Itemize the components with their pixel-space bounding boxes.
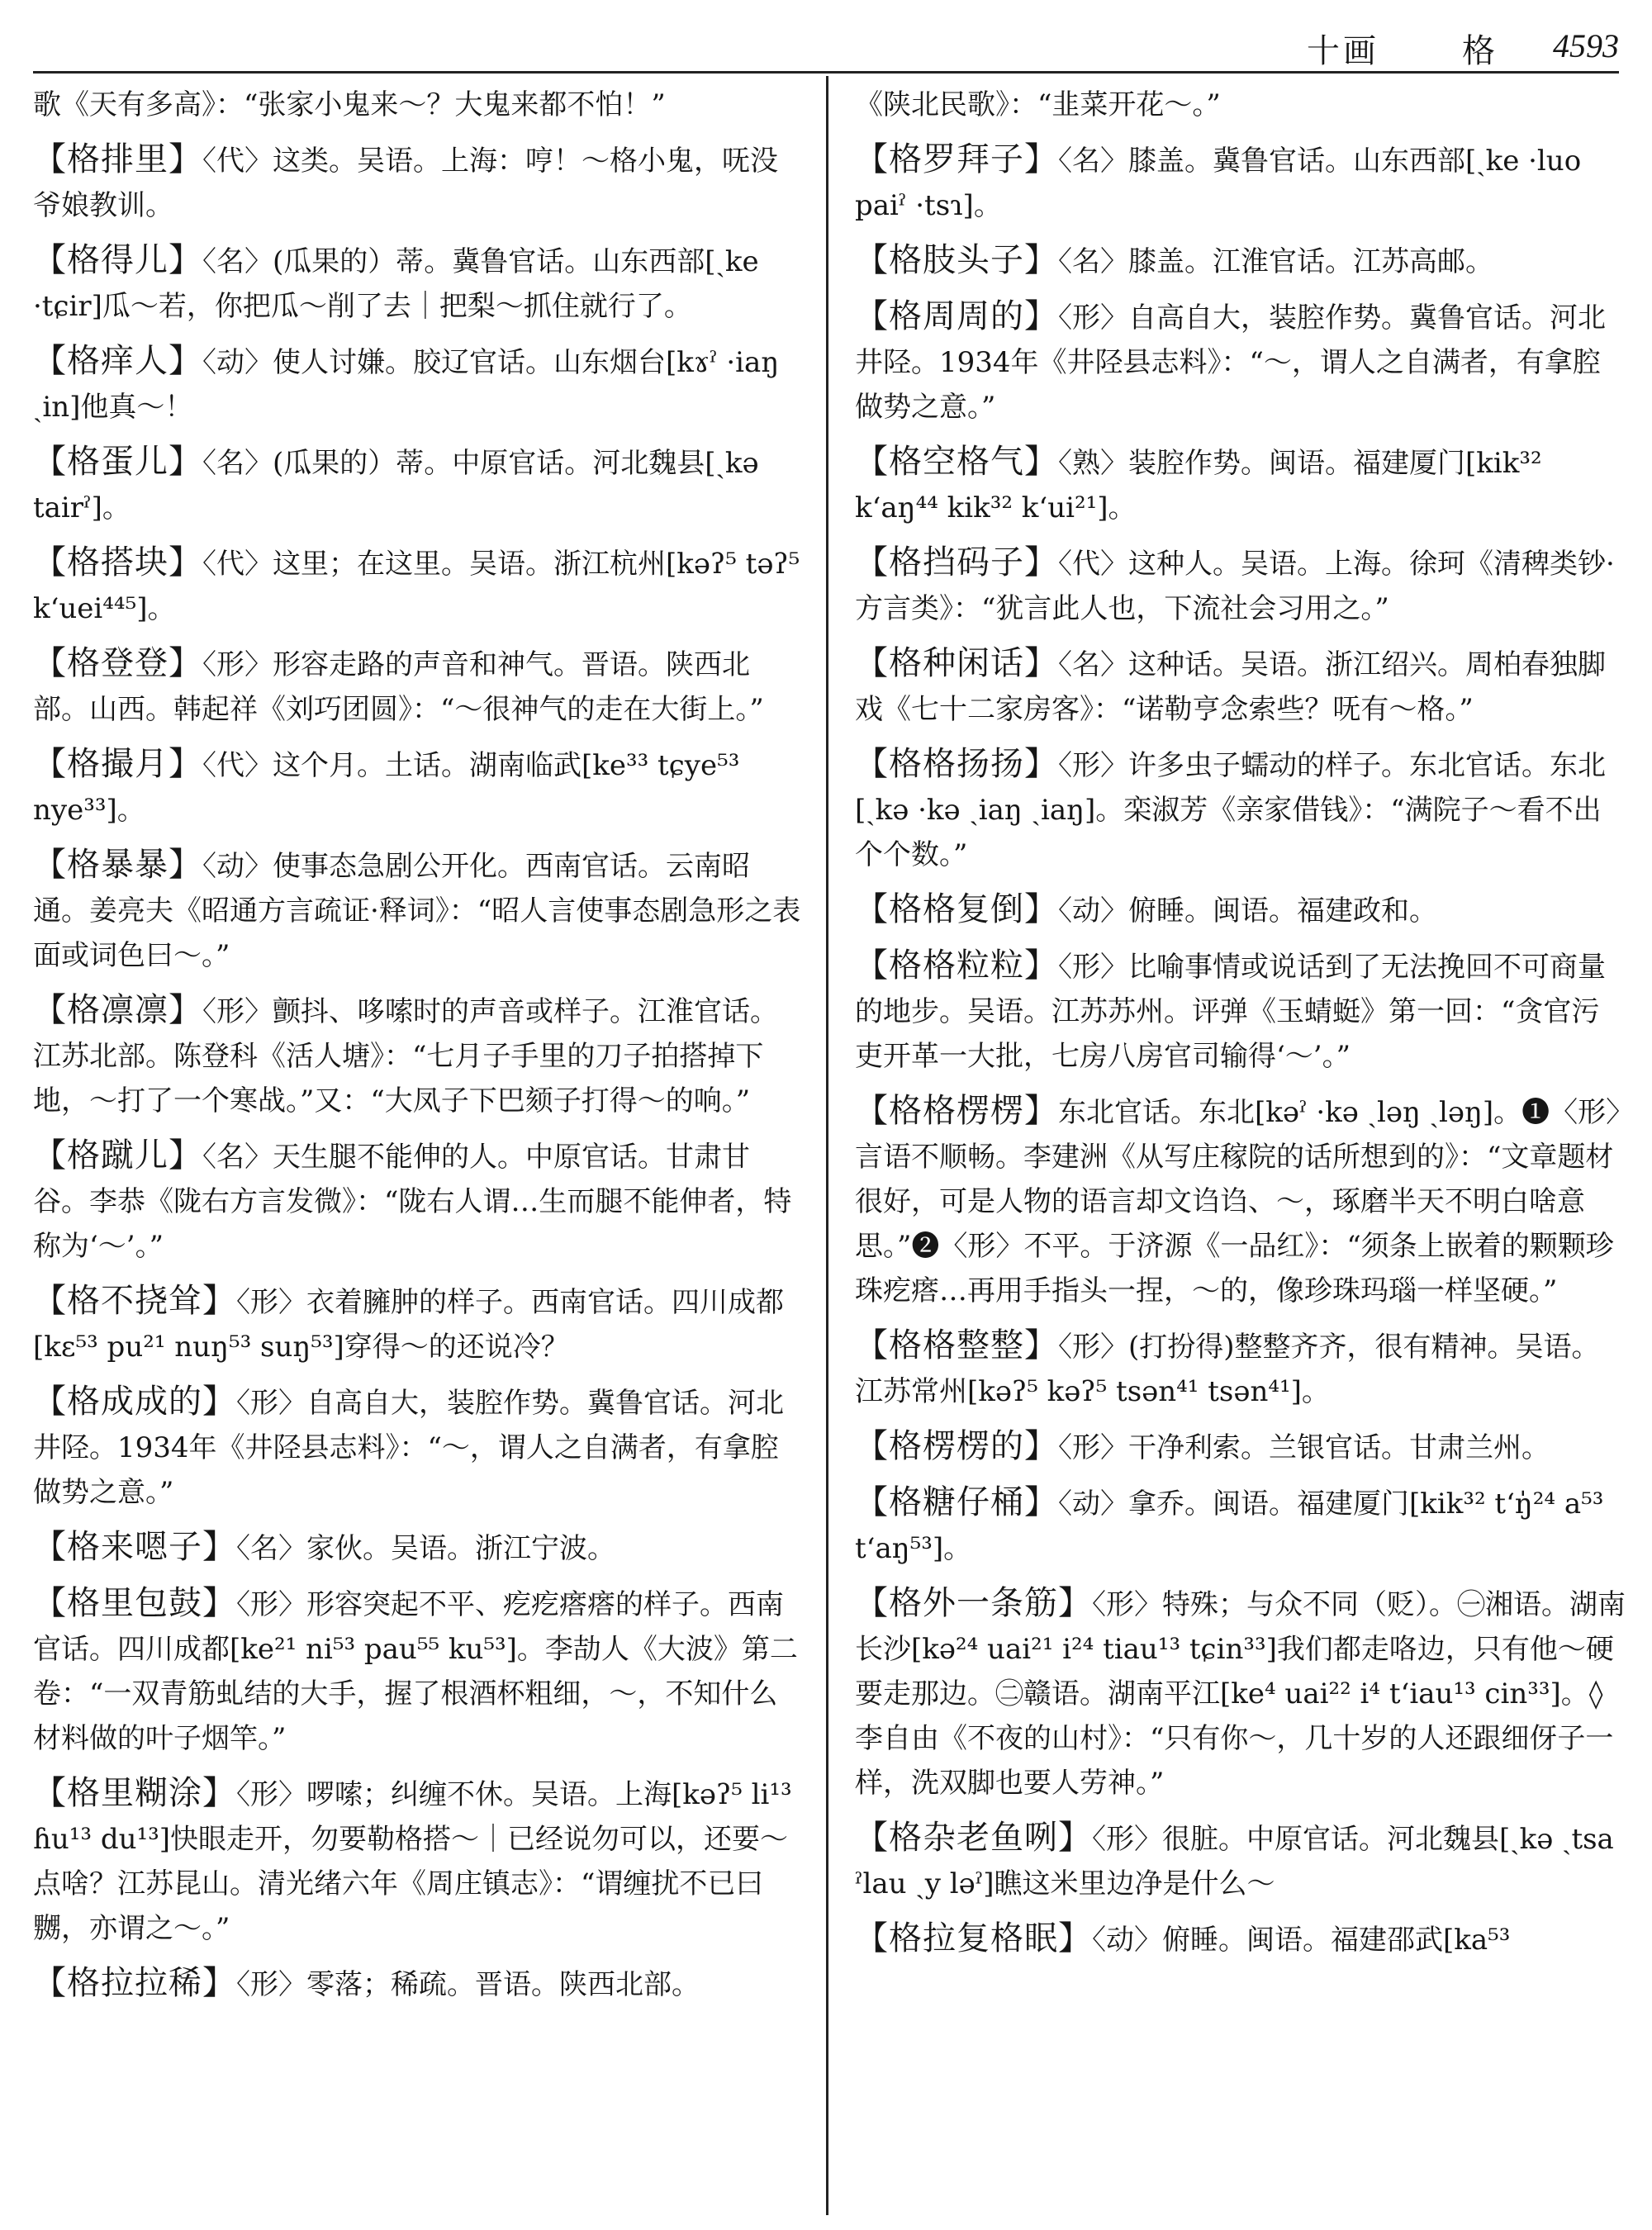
entry-headword: 【格凛凛】 — [33, 991, 202, 1029]
entry-headword: 【格杂老鱼咧】 — [855, 1819, 1092, 1857]
dictionary-entry — [33, 1279, 805, 1369]
entry-definition: 〈形〉啰嗦；纠缠不休。吴语。上海[kəʔ⁵ li¹³ ɦu¹³ du¹³]快眼走开，勿要勒格搭～｜已经说勿可以，还要～点啥？江苏昆山。清光绪六年《周庄镇志》：“谓缠扰不已曰嬲，亦谓之～。” — [33, 1778, 792, 1945]
entry-headword: 【格搭块】 — [33, 543, 202, 581]
entry-headword: 【格成成的】 — [33, 1383, 236, 1421]
entry-definition: 〈形〉形容走路的声音和神气。晋语。陕西北部。山西。韩起祥《刘巧团圆》：“～很神气的走在大街上。” — [33, 648, 764, 726]
dictionary-entry — [855, 1480, 1627, 1571]
entry-definition: 〈形〉颤抖、哆嗦时的声音或样子。江淮官话。江苏北部。陈登科《活人塘》：“七月子手里的刀子拍搭掉下地，～打了一个寒战。”又：“大凤子下巴颏子打得～的响。” — [33, 995, 778, 1117]
entry-definition: 〈形〉很脏。中原官话。河北魏县[ˏkə ˏtsa ˀlau ˏy ləˀ]瞧这米里边净是什么～ — [855, 1823, 1614, 1900]
entry-headword: 【格格复倒】 — [855, 890, 1058, 928]
dictionary-entry — [33, 1133, 805, 1269]
entry-definition: 〈形〉零落；稀疏。晋语。陕西北部。 — [236, 1968, 700, 2001]
entry-definition: 《陕北民歌》：“韭菜开花～。” — [855, 88, 1221, 121]
entry-definition: 歌《天有多高》：“张家小鬼来～？大鬼来都不怕！” — [33, 88, 666, 121]
dictionary-entry — [855, 641, 1627, 732]
dictionary-entry — [855, 1581, 1627, 1805]
dictionary-entry — [33, 238, 805, 329]
dictionary-entry — [855, 1089, 1627, 1313]
entry-headword: 【格种闲话】 — [855, 644, 1058, 682]
entry-definition: 〈熟〉装腔作势。闽语。福建厦门[kik³² k‘aŋ⁴⁴ kik³² k‘ui²¹]。 — [855, 447, 1542, 524]
dictionary-entry — [33, 439, 805, 530]
entry-definition: 〈动〉拿乔。闽语。福建厦门[kik³² t‘ŋ̍²⁴ a⁵³ t‘aŋ⁵³]。 — [855, 1487, 1604, 1565]
dictionary-entry — [855, 1815, 1627, 1906]
dictionary-entry — [855, 137, 1627, 228]
entry-headword: 【格挡码子】 — [855, 543, 1058, 581]
entry-definition: 〈代〉这类。吴语。上海：哼！～格小鬼，呒没爷娘教训。 — [33, 145, 778, 222]
entry-definition: 〈名〉(瓜果的）蒂。中原官话。河北魏县[ˏkə tairˀ]。 — [33, 447, 759, 524]
dictionary-entry — [33, 339, 805, 429]
entry-headword: 【格暴暴】 — [33, 846, 202, 884]
dictionary-entry — [33, 842, 805, 978]
entry-definition: 〈形〉干净利索。兰银官话。甘肃兰州。 — [1058, 1431, 1550, 1464]
entry-headword: 【格糖仔桶】 — [855, 1483, 1058, 1521]
header-character: 格 — [1462, 32, 1495, 70]
entry-headword: 【格罗拜子】 — [855, 140, 1058, 178]
header-section: 十画 — [1307, 32, 1379, 70]
entry-definition: 〈形〉衣着臃肿的样子。西南官话。四川成都[kɛ⁵³ pu²¹ nuŋ⁵³ suŋ⁵³]穿得～的还说冷？ — [33, 1286, 784, 1364]
entry-continuation — [33, 83, 805, 127]
entry-headword: 【格登登】 — [33, 644, 202, 682]
entry-headword: 【格格扬扬】 — [855, 745, 1058, 783]
dictionary-entry — [855, 439, 1627, 530]
dictionary-entry — [855, 238, 1627, 284]
entry-headword: 【格拉拉稀】 — [33, 1964, 236, 2002]
dictionary-entry — [33, 1379, 805, 1515]
dictionary-entry — [33, 742, 805, 833]
dictionary-entry — [33, 1581, 805, 1761]
entry-headword: 【格得儿】 — [33, 241, 202, 279]
left-column — [33, 83, 805, 2017]
entry-definition: 〈动〉俯睡。闽语。福建邵武[ka⁵³ — [1092, 1924, 1511, 1957]
entry-headword: 【格格粒粒】 — [855, 947, 1058, 985]
dictionary-entry — [33, 540, 805, 631]
entry-headword: 【格空格气】 — [855, 443, 1058, 481]
entry-definition: 〈形〉自高自大，装腔作势。冀鲁官话。河北井陉。1934年《井陉县志料》：“～，谓人之自满者，有拿腔做势之意。” — [33, 1387, 784, 1509]
dictionary-entry — [33, 137, 805, 228]
entry-definition: 〈名〉膝盖。冀鲁官话。山东西部[ˏke ·luo paiˀ ·tsɿ]。 — [855, 145, 1582, 222]
entry-definition: 东北官话。东北[kəˀ ·kə ˏləŋ ˏləŋ]。❶〈形〉言语不顺畅。李建洲《从写庄稼院的话所想到的》：“文章题材很好，可是人物的语言却文诌诌、～，琢磨半天不明白啥意思。”❷〈形〉不平。于济源《一品红》：“须条上嵌着的颗颗珍珠疙瘩…再用手指头一捏，～的，像珍珠玛瑙一样坚硬。” — [855, 1096, 1621, 1307]
dictionary-entry — [855, 1424, 1627, 1470]
entry-headword: 【格格整整】 — [855, 1326, 1058, 1364]
entry-definition: 〈形〉许多虫子蠕动的样子。东北官话。东北[ˏkə ·kə ˏiaŋ ˏiaŋ]。栾淑芳《亲家借钱》：“满院子～看不出个个数。” — [855, 749, 1606, 871]
entry-headword: 【格蛋儿】 — [33, 443, 202, 481]
entry-definition: 〈动〉俯睡。闽语。福建政和。 — [1058, 894, 1437, 928]
dictionary-entry — [33, 1961, 805, 2007]
dictionary-entry — [855, 943, 1627, 1079]
entry-continuation — [855, 83, 1627, 127]
entry-headword: 【格来嗯子】 — [33, 1528, 236, 1566]
entry-definition: 〈名〉天生腿不能伸的人。中原官话。甘肃甘谷。李恭《陇右方言发微》：“陇右人谓…生而腿不能伸者，特称为‘～’。” — [33, 1141, 792, 1263]
entry-headword: 【格肢头子】 — [855, 241, 1058, 279]
entry-definition: 〈形〉(打扮得)整整齐齐，很有精神。吴语。江苏常州[kəʔ⁵ kəʔ⁵ tsən⁴¹ tsən⁴¹]。 — [855, 1331, 1600, 1408]
entry-definition: 〈形〉特殊；与众不同（贬）。㊀湘语。湖南长沙[kə²⁴ uai²¹ i²⁴ tiau¹³ tɕin³³]我们都走咯边，只有他～硬要走那边。㊁赣语。湖南平江[ke⁴ uai²² i⁴ t‘iau¹³ cin³³]。◊李自由《不夜的山村》：“只有你～，几十岁的人还跟细伢子一样，洗双脚也要人劳神。” — [855, 1588, 1626, 1800]
dictionary-entry — [855, 540, 1627, 631]
entry-definition: 〈形〉比喻事情或说话到了无法挽回不可商量的地步。吴语。江苏苏州。评弹《玉蜻蜓》第一回：“贪官污吏开革一大批，七房八房官司输得‘～’。” — [855, 951, 1606, 1073]
page-number: 4593 — [1553, 27, 1619, 64]
entry-headword: 【格不挠耸】 — [33, 1282, 236, 1320]
header-rule — [33, 71, 1619, 74]
entry-headword: 【格周周的】 — [855, 297, 1058, 335]
dictionary-entry — [33, 1525, 805, 1571]
entry-definition: 〈名〉膝盖。江淮官话。江苏高邮。 — [1058, 245, 1493, 278]
entry-definition: 〈名〉这种话。吴语。浙江绍兴。周柏春独脚戏《七十二家房客》：“诺勒亨念索些？呒有～格。” — [855, 648, 1606, 726]
dictionary-entry — [855, 742, 1627, 877]
entry-headword: 【格蹴儿】 — [33, 1136, 202, 1174]
dictionary-entry — [855, 1916, 1627, 1962]
entry-headword: 【格撮月】 — [33, 745, 202, 783]
dictionary-entry — [855, 1323, 1627, 1414]
dictionary-entry — [33, 641, 805, 732]
entry-headword: 【格痒人】 — [33, 342, 202, 380]
entry-headword: 【格外一条筋】 — [855, 1584, 1092, 1622]
dictionary-entry — [855, 887, 1627, 933]
entry-headword: 【格拉复格眠】 — [855, 1919, 1092, 1957]
entry-headword: 【格里糊涂】 — [33, 1774, 236, 1812]
entry-headword: 【格排里】 — [33, 140, 202, 178]
entry-definition: 〈名〉家伙。吴语。浙江宁波。 — [236, 1532, 615, 1565]
entry-definition: 〈代〉这里；在这里。吴语。浙江杭州[kəʔ⁵ təʔ⁵ k‘uei⁴⁴⁵]。 — [33, 548, 800, 625]
entry-headword: 【格里包鼓】 — [33, 1584, 236, 1622]
right-column — [855, 83, 1627, 1972]
entry-definition: 〈形〉形容突起不平、疙疙瘩瘩的样子。西南官话。四川成都[ke²¹ ni⁵³ pau⁵⁵ ku⁵³]。李劼人《大波》第二卷：“一双青筋虬结的大手，握了根酒杯粗细，～，不知什么材料做的叶子烟竿。” — [33, 1588, 798, 1755]
page-header — [50, 25, 1619, 83]
dictionary-entry — [855, 294, 1627, 429]
dictionary-entry — [33, 988, 805, 1123]
entry-headword: 【格格楞楞】 — [855, 1092, 1058, 1130]
entry-headword: 【格楞楞的】 — [855, 1427, 1058, 1465]
entry-definition: 〈动〉使人讨嫌。胶辽官话。山东烟台[kɤˀ ·iaŋ ˏin]他真～！ — [33, 346, 780, 424]
entry-definition: 〈形〉自高自大，装腔作势。冀鲁官话。河北井陉。1934年《井陉县志料》：“～，谓人之自满者，有拿腔做势之意。” — [855, 301, 1606, 424]
entry-definition: 〈代〉这个月。土话。湖南临武[ke³³ tɕye⁵³ nye³³]。 — [33, 749, 740, 827]
column-divider — [826, 76, 828, 2215]
entry-definition: 〈动〉使事态急剧公开化。西南官话。云南昭通。姜亮夫《昭通方言疏证·释词》：“昭人言使事态剧急形之表面或词色曰～。” — [33, 850, 801, 972]
entry-definition: 〈名〉(瓜果的）蒂。冀鲁官话。山东西部[ˏke ·tɕir]瓜～若，你把瓜～削了去｜把梨～抓住就行了。 — [33, 245, 759, 323]
entry-definition: 〈代〉这种人。吴语。上海。徐珂《清稗类钞·方言类》：“犹言此人也，下流社会习用之。” — [855, 548, 1615, 625]
dictionary-entry — [33, 1771, 805, 1951]
